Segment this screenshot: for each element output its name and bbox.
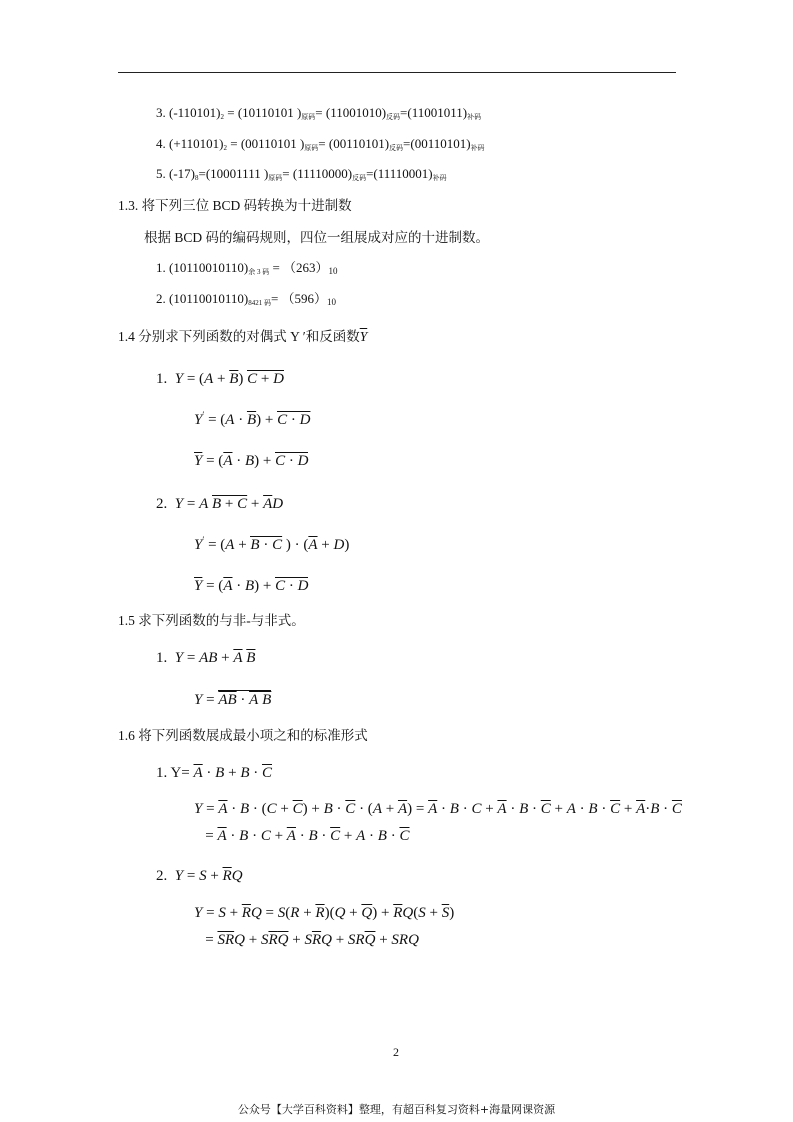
eq-1-6-1-result: = $\overline{A} \cdot B \cdot C + \overline{A} \cdot B \cdot \overline{C} + A \cdot B \cdot \overline{C}$	[194, 828, 410, 844]
eq-1-4-1-dual: $Y' = (A \cdot \overline{B}) + C \cdot \overline{D}$	[194, 410, 311, 428]
paragraph-1-3: 根据 BCD 码的编码规则，四位一组展成对应的十进制数。	[144, 230, 490, 245]
line-4: 4. $(+110101)_2 = (00110101$ )$_{原码}= (00110101)_{反码}=(00110101)_{补码}$	[156, 136, 485, 152]
eq-1-4-2: 2. Y = A $B + \overline{C} + \overline{A}D$	[156, 496, 284, 512]
eq-1-6-1: 1. $Y= \overline{A} \cdot B + B \cdot \overline{C}$	[156, 765, 272, 781]
heading-1-6: 1.6 将下列函数展成最小项之和的标准形式	[118, 728, 368, 743]
heading-1-3: 1.3. 将下列三位 BCD 码转换为十进制数	[118, 198, 352, 213]
eq-1-6-2-expand: $Y = S + \overline{R}Q = S(R + \overline{R})(Q + \overline{Q}) + \overline{R}Q(S + \overline{S})$	[194, 905, 455, 921]
eq-1-4-1: 1. $Y = (A + \overline{B})$ $C + \overline{D}$	[156, 371, 284, 387]
heading-1-5: 1.5 求下列函数的与非-与非式。	[118, 613, 305, 628]
eq-1-6-2: 2. $Y = S + \overline{R}Q$	[156, 868, 243, 884]
heading-1-4: 1.4 分别求下列函数的对偶式 Y ′和反函数$\overline{Y}$	[118, 329, 368, 344]
eq-1-5: 1. Y = AB + $\overline{A}$ $\overline{B}$	[156, 650, 256, 666]
header-rule	[118, 72, 676, 73]
footer-note: 公众号【大学百科资料】整理，有超百科复习资料+海量网课资源	[237, 1103, 556, 1116]
line-3: 3. $(-110101)_2 = (10110101$ )$_{原码}= (11001010)_{反码}=(11001011)_{补码}$	[156, 105, 482, 121]
bcd-line-1: 1. $(10110010110)_{余 3 码} = (263)_{10}$	[156, 260, 338, 276]
eq-1-4-2-dual: $Y' = (A + B \cdot \overline{C}$ ) · $(\overline{A} + D)$	[194, 535, 350, 553]
eq-1-5-nand: $Y = \overline{AB} \cdot A$ B	[194, 692, 272, 708]
line-5: 5. $(-17)_8=(10001111$ )$_{原码}= (11110000)_{反码}=(11110001)_{补码}$	[156, 166, 447, 182]
page-number: 2	[393, 1045, 399, 1059]
eq-1-4-2-inverse: $\overline{Y} = (\overline{A} \cdot B) + \overline{C} \cdot D$	[194, 578, 309, 594]
eq-1-6-2-result: = $\overline{S}\overline{R}Q + S\overline{R}\overline{Q} + S\overline{R}Q + SR\overline{Q}$ + SRQ	[194, 932, 419, 948]
bcd-line-2: 2. $(10110010110)_{8421 码}= (596)_{10}$	[156, 291, 337, 307]
eq-1-4-1-inverse: $\overline{Y} = (\overline{A} \cdot B) + \overline{C} \cdot D$	[194, 453, 309, 469]
eq-1-6-1-expand: $Y = \overline{A} \cdot B \cdot (C + \overline{C}) + B \cdot \overline{C} \cdot (A + \overline{A}) = \overline{A} \cdot B \cdot C + \overline{A} \cdot B \cdot \overline{C} + A \cdot B \cdot \overline{C} + \overline{A}\cdot B \cdot \overline{C}$	[194, 801, 682, 817]
